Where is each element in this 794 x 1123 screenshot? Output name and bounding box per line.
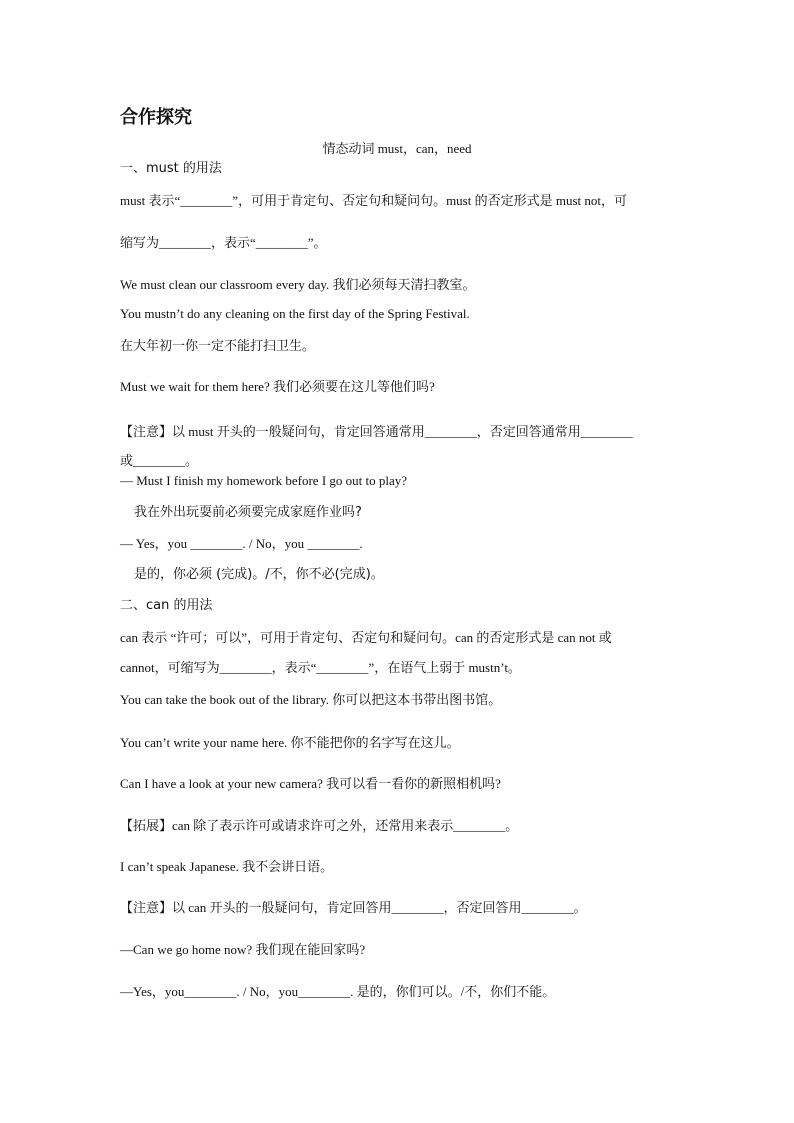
can-example-1: You can take the book out of the library. 你可以把这本书带出图书馆。 <box>120 692 502 707</box>
can-dialog-answer: —Yes，you________. / No，you________. 是的，你们可以。/不，你们不能。 <box>120 984 556 999</box>
can-example-4: I can’t speak Japanese. 我不会讲日语。 <box>120 859 334 874</box>
must-example-3: Must we wait for them here? 我们必须要在这儿等他们吗? <box>120 379 435 394</box>
must-note-line-2: 或________。 <box>120 453 199 468</box>
must-example-2-en: You mustn’t do any cleaning on the first day of the Spring Festival. <box>120 306 470 321</box>
can-dialog-question: —Can we go home now? 我们现在能回家吗? <box>120 942 366 957</box>
must-note-line-1: 【注意】以 must 开头的一般疑问句，肯定回答通常用________，否定回答通常用________ <box>120 424 633 439</box>
must-dialog-question-zh: 我在外出玩耍前必须要完成家庭作业吗? <box>134 505 362 520</box>
heading-can-usage: 二、can 的用法 <box>120 598 213 613</box>
can-example-3: Can I have a look at your new camera? 我可以看一看你的新照相机吗? <box>120 776 501 791</box>
topic-heading: 情态动词 must，can，need <box>322 141 472 156</box>
section-title: 合作探究 <box>120 107 192 128</box>
must-definition-line-2: 缩写为________，表示“________”。 <box>120 235 327 250</box>
must-example-1: We must clean our classroom every day. 我们必须每天清扫教室。 <box>120 277 476 292</box>
can-extension-note: 【拓展】can 除了表示许可或请求许可之外，还常用来表示________。 <box>120 818 519 833</box>
must-dialog-answer: — Yes，you ________. / No，you ________. <box>120 536 363 551</box>
must-example-2-zh: 在大年初一你一定不能打扫卫生。 <box>120 339 316 354</box>
can-note: 【注意】以 can 开头的一般疑问句，肯定回答用________，否定回答用________。 <box>120 900 587 915</box>
must-dialog-question: — Must I finish my homework before I go out to play? <box>120 473 408 488</box>
can-example-2: You can’t write your name here. 你不能把你的名字写在这儿。 <box>120 735 460 750</box>
can-definition-line-1: can 表示 “许可；可以”，可用于肯定句、否定句和疑问句。can 的否定形式是 can not 或 <box>120 630 612 645</box>
heading-must-usage: 一、must 的用法 <box>120 161 222 176</box>
can-definition-line-2: cannot，可缩写为________，表示“________”，在语气上弱于 mustn’t。 <box>120 660 521 675</box>
must-definition-line-1: must 表示“________”，可用于肯定句、否定句和疑问句。must 的否定形式是 must not，可 <box>120 193 628 208</box>
must-dialog-answer-zh: 是的，你必须 (完成)。/不，你不必(完成)。 <box>134 567 384 582</box>
